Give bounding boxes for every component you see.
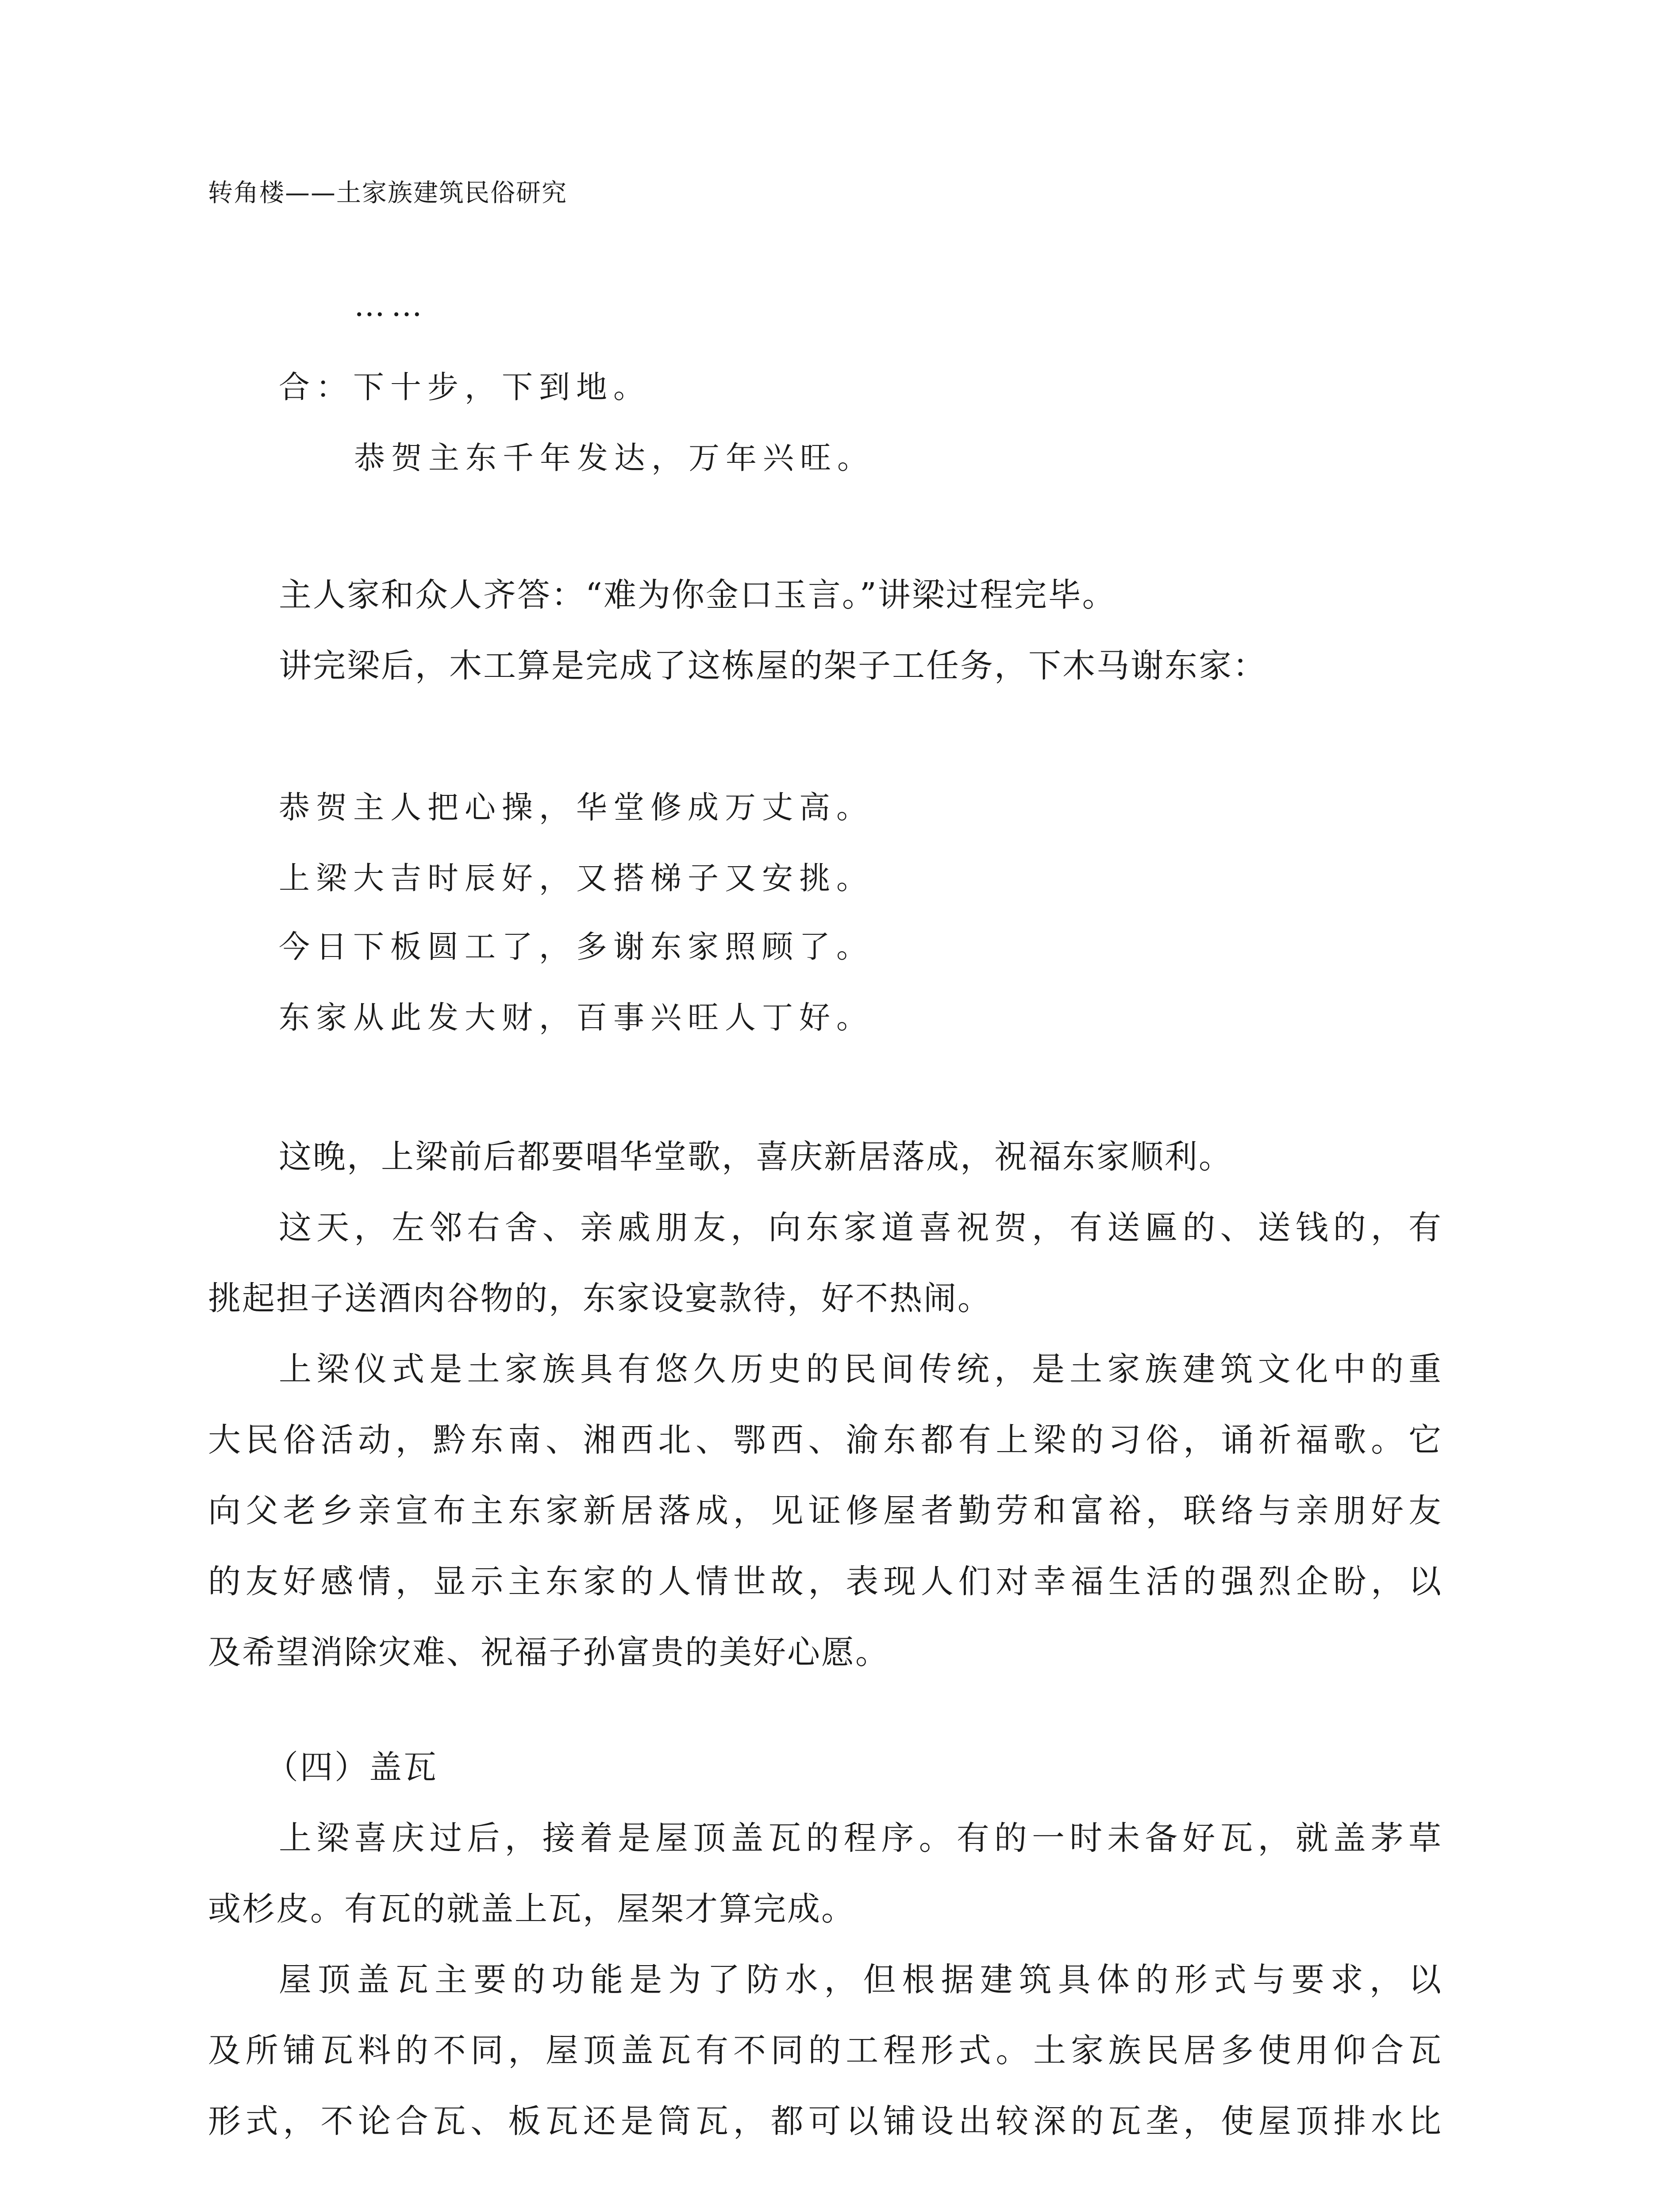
- running-header: 转角楼——土家族建筑民俗研究: [208, 179, 567, 207]
- verse-line: 恭贺主人把心操，华堂修成万丈高。: [279, 789, 873, 826]
- paragraph-line: 屋顶盖瓦主要的功能是为了防水，但根据建筑具体的形式与要求，以: [279, 1961, 1443, 1999]
- paragraph-line: 及希望消除灾难、祝福子孙富贵的美好心愿。: [208, 1633, 889, 1671]
- paragraph-line: 的友好感情，显示主东家的人情世故，表现人们对幸福生活的强烈企盼，以: [208, 1563, 1443, 1601]
- paragraph-line: 主人家和众人齐答：“难为你金口玉言。”讲梁过程完毕。: [279, 576, 1116, 614]
- paragraph-line: 及所铺瓦料的不同，屋顶盖瓦有不同的工程形式。土家族民居多使用仰合瓦: [208, 2032, 1443, 2070]
- paragraph-line: 这天，左邻右舍、亲戚朋友，向东家道喜祝贺，有送匾的、送钱的，有: [279, 1209, 1443, 1247]
- verse-line: 恭贺主东千年发达，万年兴旺。: [354, 440, 874, 476]
- paragraph-line: 向父老乡亲宣布主东家新居落成，见证修屋者勤劳和富裕，联络与亲朋好友: [208, 1492, 1443, 1530]
- verse-line: 上梁大吉时辰好，又搭梯子又安挑。: [279, 860, 873, 896]
- ellipsis: ……: [354, 287, 428, 323]
- verse-line: 合：下十步，下到地。: [279, 369, 650, 405]
- paragraph-line: 形式，不论合瓦、板瓦还是筒瓦，都可以铺设出较深的瓦垄，使屋顶排水比: [208, 2102, 1443, 2140]
- paragraph-line: 上梁喜庆过后，接着是屋顶盖瓦的程序。有的一时未备好瓦，就盖茅草: [279, 1819, 1443, 1857]
- paragraph-line: 讲完梁后，木工算是完成了这栋屋的架子工任务，下木马谢东家：: [279, 647, 1267, 685]
- section-heading: （四）盖瓦: [265, 1748, 438, 1786]
- paragraph-line: 上梁仪式是土家族具有悠久历史的民间传统，是土家族建筑文化中的重: [279, 1350, 1443, 1388]
- paragraph-line: 或杉皮。有瓦的就盖上瓦，屋架才算完成。: [208, 1890, 855, 1928]
- paragraph-line: 挑起担子送酒肉谷物的，东家设宴款待，好不热闹。: [208, 1279, 992, 1317]
- verse-line: 东家从此发大财，百事兴旺人丁好。: [279, 999, 873, 1036]
- paragraph-line: 大民俗活动，黔东南、湘西北、鄂西、渝东都有上梁的习俗，诵祈福歌。它: [208, 1421, 1443, 1459]
- verse-line: 今日下板圆工了，多谢东家照顾了。: [279, 929, 873, 965]
- paragraph-line: 这晚，上梁前后都要唱华堂歌，喜庆新居落成，祝福东家顺利。: [279, 1138, 1233, 1176]
